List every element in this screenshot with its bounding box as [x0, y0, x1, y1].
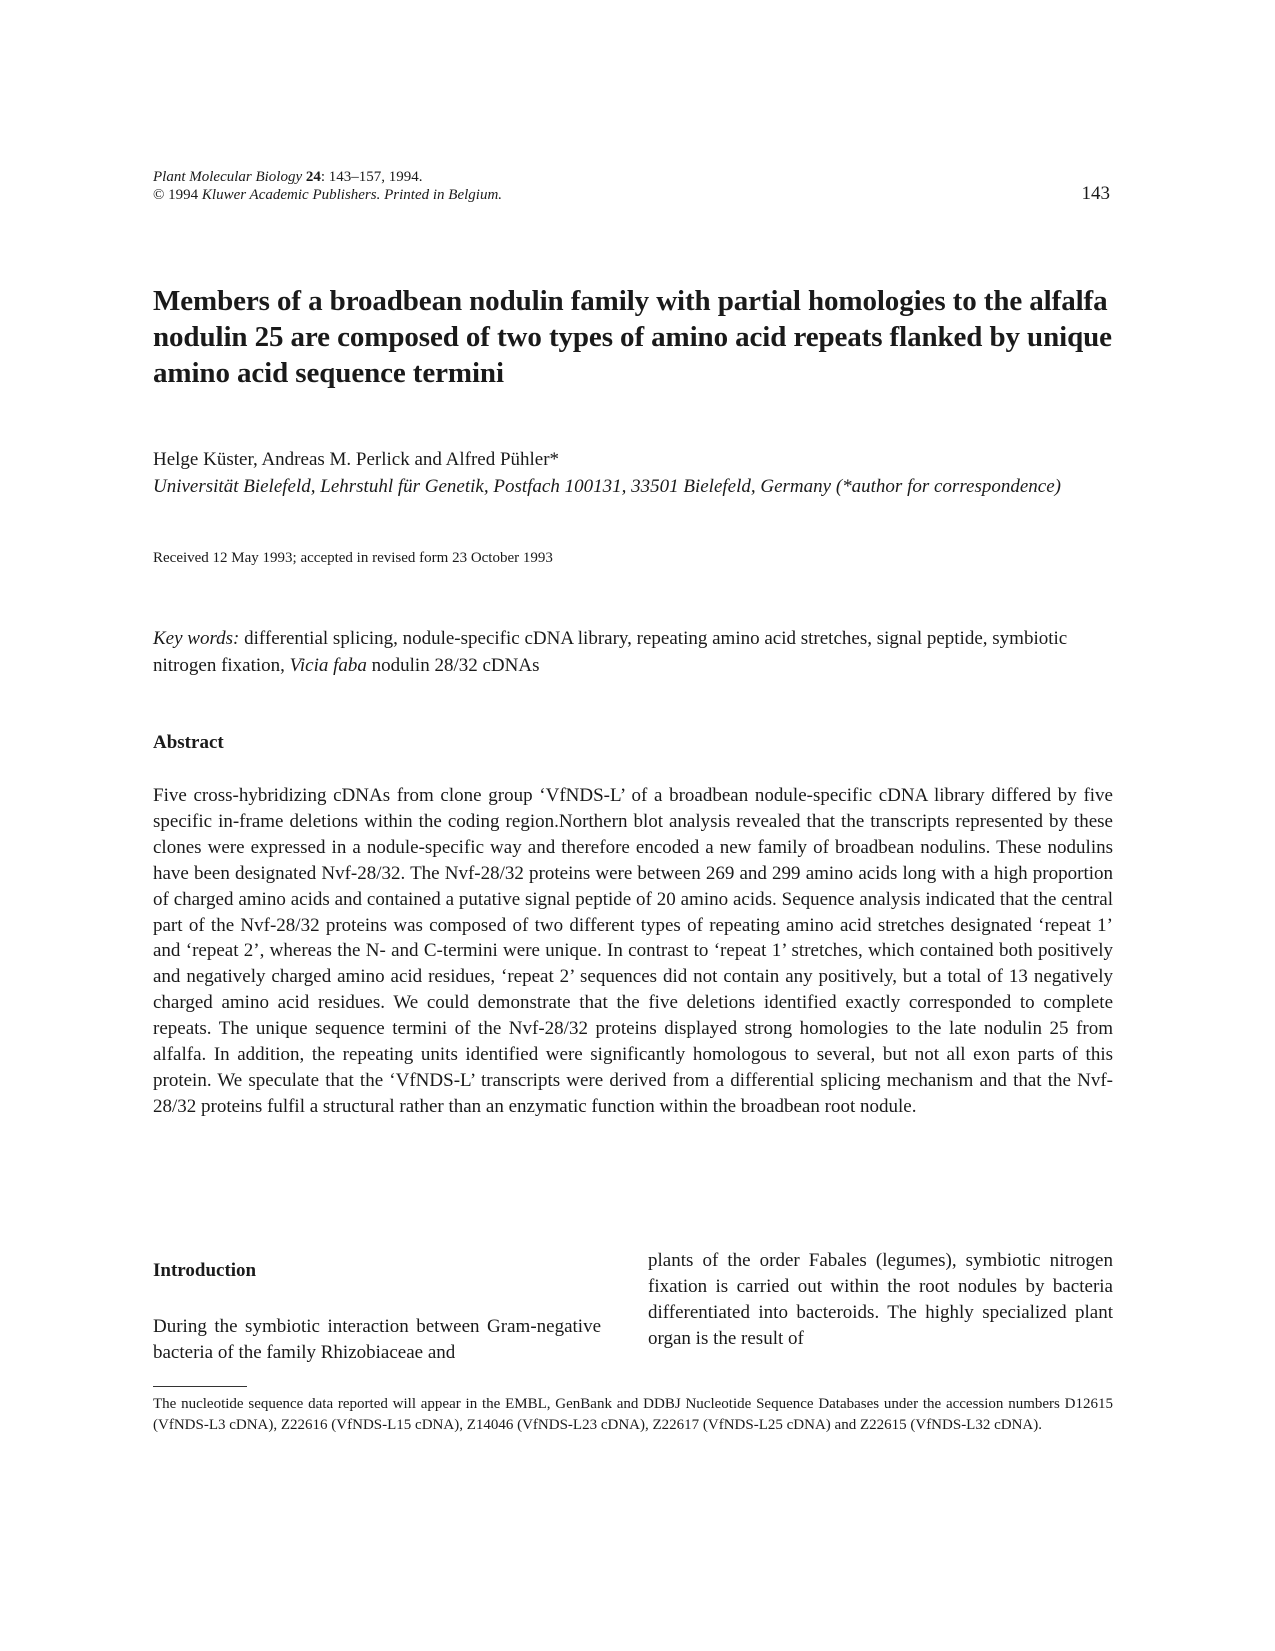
introduction-left-column: During the symbiotic interaction between Gram-negative bacteria of the family Rhizobiaceae and [153, 1316, 601, 1363]
journal-name: Plant Molecular Biology [153, 169, 303, 185]
keywords-label: Key words: [153, 628, 240, 649]
page-number: 143 [1081, 183, 1110, 204]
journal-line-2 [153, 186, 713, 204]
keywords-block [153, 625, 1093, 679]
keywords-genus: Vicia faba [289, 655, 367, 676]
author-affiliation: Universität Bielefeld, Lehrstuhl für Genetik, Postfach 100131, 33501 Bielefeld, Germany (*author for correspondence) [153, 476, 1061, 497]
abstract-heading: Abstract [153, 732, 224, 753]
printed-in: Printed in Belgium. [384, 187, 503, 203]
keywords-text-after: nodulin 28/32 cDNAs [366, 655, 540, 676]
author-list: Helge Küster, Andreas M. Perlick and Alfred Pühler* [153, 449, 560, 470]
journal-citation [153, 168, 713, 204]
received-dates: Received 12 May 1993; accepted in revised form 23 October 1993 [153, 550, 553, 566]
footnote-divider [153, 1386, 247, 1387]
journal-line-1 [153, 168, 713, 186]
publisher-name: Kluwer Academic Publishers. [201, 187, 381, 203]
copyright-year: 1994 [164, 187, 202, 203]
copyright-symbol: © [153, 187, 165, 203]
journal-volume: 24 [305, 169, 321, 185]
journal-pages-year: : 143–157, 1994. [320, 169, 423, 185]
introduction-heading: Introduction [153, 1260, 257, 1281]
introduction-right-column: plants of the order Fabales (legumes), symbiotic nitrogen fixation is carried out within the root nodules by bacteria differentiated into bacteroids. The highly specialized plant organ is the result of [648, 1250, 1113, 1349]
paper-title: Members of a broadbean nodulin family with partial homologies to the alfalfa nodulin 25 are composed of two types of amino acid repeats flanked by unique amino acid sequence termini [153, 285, 1112, 389]
footnote-text: The nucleotide sequence data reported will appear in the EMBL, GenBank and DDBJ Nucleotide Sequence Databases under the accession numbers D12615 (VfNDS-L3 cDNA), Z22616 (VfNDS-L15 cDNA), Z14046 (VfNDS-L23 cDNA), Z22617 (VfNDS-L25 cDNA) and Z22615 (VfNDS-L32 cDNA). [153, 1396, 1113, 1433]
keywords-text-before: differential splicing, nodule-specific cDNA library, repeating amino acid stretches, signal peptide, symbiotic nitrogen fixation, [153, 628, 1068, 676]
abstract-text: Five cross-hybridizing cDNAs from clone group ‘VfNDS-L’ of a broadbean nodule-specific cDNA library differed by five specific in-frame deletions within the coding region.Northern blot analysis revealed that the transcripts represented by these clones were expressed in a nodule-specific way and therefore encoded a new family of broadbean nodulins. These nodulins have been designated Nvf-28/32. The Nvf-28/32 proteins were between 269 and 299 amino acids long with a high proportion of charged amino acids and contained a putative signal peptide of 20 amino acids. Sequence analysis indicated that the central part of the Nvf-28/32 proteins was composed of two different types of repeating amino acid stretches designated ‘repeat 1’ and ‘repeat 2’, whereas the N- and C-termini were unique. In contrast to ‘repeat 1’ stretches, which contained both positively and negatively charged amino acid residues, ‘repeat 2’ sequences did not contain any positively, but a total of 13 negatively charged amino acid residues. We could demonstrate that the five deletions identified exactly corresponded to complete repeats. The unique sequence termini of the Nvf-28/32 proteins displayed strong homologies to the late nodulin 25 from alfalfa. In addition, the repeating units identified were significantly homologous to several, but not all exon parts of this protein. We speculate that the ‘VfNDS-L’ transcripts were derived from a differential splicing mechanism and that the Nvf-28/32 proteins fulfil a structural rather than an enzymatic function within the broadbean root nodule. [153, 785, 1113, 1117]
